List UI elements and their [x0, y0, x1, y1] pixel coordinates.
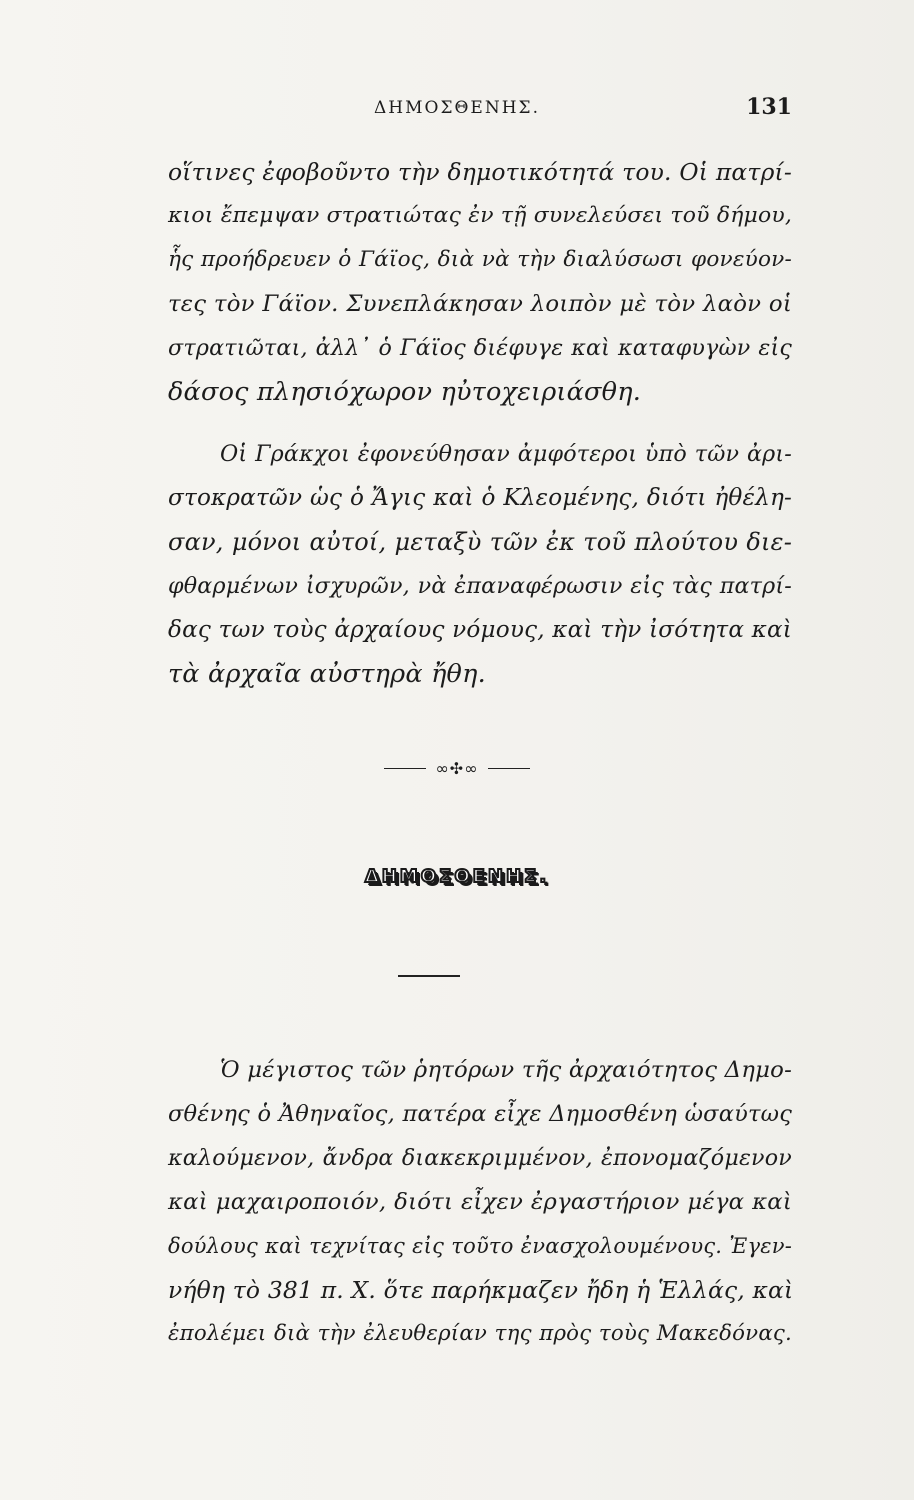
text-line: σθένης ὁ Ἀθηναῖος, πατέρα εἶχε Δημοσθένη ὡσαύτως — [168, 1101, 792, 1127]
paragraph-demosthenes — [168, 1048, 792, 1356]
text-line: νήθη τὸ 381 π. Χ. ὅτε παρήκμαζεν ἤδη ἡ Ἑλλάς, καὶ — [168, 1276, 794, 1304]
text-line: καλούμενον, ἄνδρα διακεκριμμένον, ἐπονομαζόμενον — [168, 1145, 792, 1171]
heading-rule — [398, 975, 460, 977]
text-line: στρατιῶται, ἀλλ᾽ ὁ Γάϊος διέφυγε καὶ καταφυγὼν εἰς — [168, 335, 792, 361]
running-title: ΔΗΜΟΣΘΕΝΗΣ. — [374, 98, 540, 118]
text-line: σαν, μόνοι αὐτοί, μεταξὺ τῶν ἐκ τοῦ πλούτου διε- — [168, 528, 792, 556]
text-line: φθαρμένων ἰσχυρῶν, νὰ ἐπαναφέρωσιν εἰς τὰς πατρί- — [168, 573, 792, 599]
text-line: οἵτινες ἐφοβοῦντο τὴν δημοτικότητά του. Οἱ πατρί- — [168, 158, 792, 186]
section-heading: ΔΗΜΟΣΘΕΝΗΣ. — [364, 866, 550, 887]
text-line: δας των τοὺς ἀρχαίους νόμους, καὶ τὴν ἰσότητα καὶ — [168, 617, 793, 643]
ornament-rule-left — [384, 768, 426, 769]
text-line: στοκρατῶν ὡς ὁ Ἄγις καὶ ὁ Κλεομένης, διότι ἠθέλη- — [168, 485, 792, 511]
text-line: δάσος πλησιόχωρον ηὐτοχειριάσθη. — [168, 377, 641, 407]
section-ornament — [0, 758, 914, 778]
text-line: τὰ ἀρχαῖα αὐστηρὰ ἤθη. — [168, 659, 486, 689]
text-line: ἧς προήδρευεν ὁ Γάϊος, διὰ νὰ τὴν διαλύσωσι φονεύον- — [168, 247, 792, 272]
text-line: καὶ μαχαιροποιόν, διότι εἶχεν ἐργαστήριον μέγα καὶ — [168, 1189, 792, 1215]
text-line: κιοι ἔπεμψαν στρατιώτας ἐν τῇ συνελεύσει τοῦ δήμου, — [168, 203, 792, 228]
paragraph-gracchi — [168, 432, 792, 696]
ornament-knot: ∞✣∞ — [435, 759, 479, 778]
page-header — [0, 94, 914, 128]
page-number: 131 — [746, 94, 792, 120]
ornament-rule-right — [488, 768, 530, 769]
text-line: Οἱ Γράκχοι ἐφονεύθησαν ἀμφότεροι ὑπὸ τῶν ἀρι- — [220, 441, 792, 467]
text-line: δούλους καὶ τεχνίτας εἰς τοῦτο ἐνασχολουμένους. Ἐγεν- — [168, 1234, 792, 1258]
text-line: τες τὸν Γάϊον. Συνεπλάκησαν λοιπὸν μὲ τὸν λαὸν οἱ — [168, 291, 792, 317]
paragraph-continued — [168, 150, 792, 414]
text-line: ἐπολέμει διὰ τὴν ἐλευθερίαν της πρὸς τοὺς Μακεδόνας. — [168, 1321, 792, 1346]
text-line: Ὁ μέγιστος τῶν ῥητόρων τῆς ἀρχαιότητος Δημο- — [220, 1057, 792, 1083]
